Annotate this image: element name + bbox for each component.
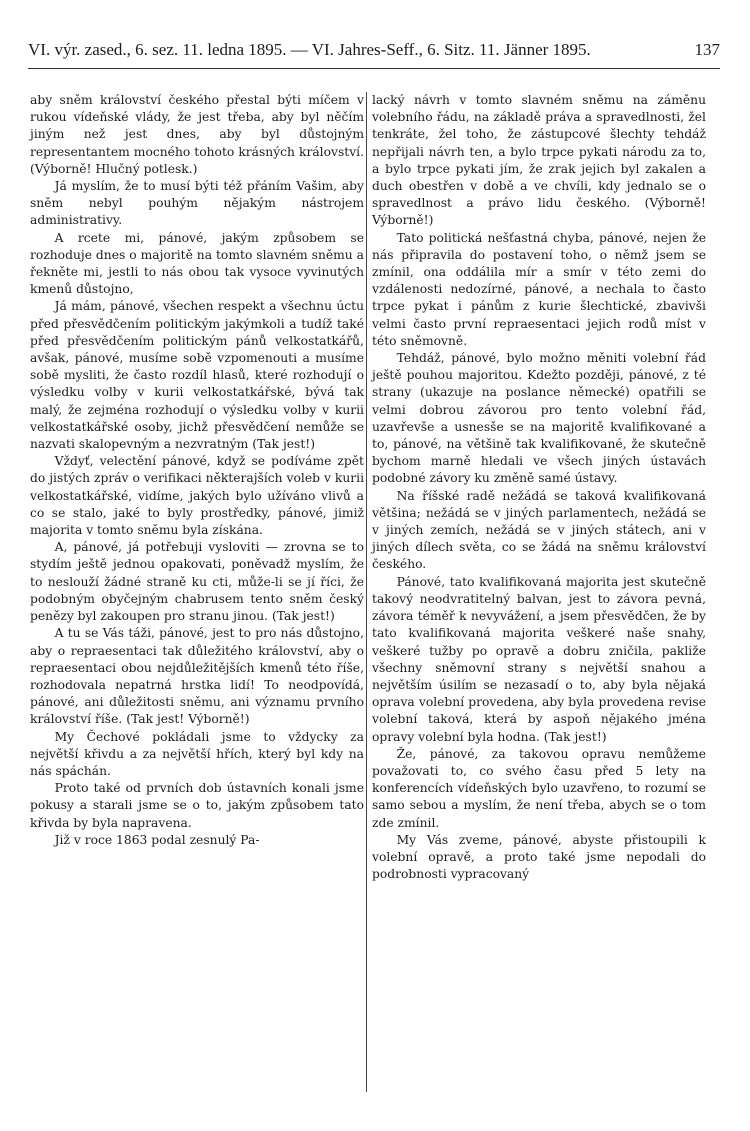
column-divider <box>366 92 367 1092</box>
paragraph: A tu se Vás táži, pánové, jest to pro nás důstojno, aby o repraesentaci tak důležitého království, aby o repraesentaci obou nejdůležitějších kmenů této říše, rozhodovala nepatrná hrstka lidí! To neodpovídá, pánové, ani důležitosti sněmu, ani významu prvního království říše. (Tak jest! Výborně!) <box>30 626 364 727</box>
page-number: 137 <box>694 40 720 59</box>
paragraph: Na říšské radě nežádá se taková kvalifikovaná většina; nežádá se v jiných parlamentech, nežádá se v jiných zemích, nežádá se v jiných státech, ani v jiných dílech světa, co se žádá na sněmu království českého. <box>372 488 706 572</box>
header-rule <box>28 68 720 69</box>
paragraph: A, pánové, já potřebuji vysloviti — zrovna se to stydím ještě jednou opakovati, poněvadž myslím, že to neslouží žádné straně ku cti, může-li se jí říci, že podobným obyčejným chabrusem tento sněm český penězy byl zakoupen pro stranu jinou. (Tak jest!) <box>30 540 364 624</box>
paragraph: Proto také od prvních dob ústavních konali jsme pokusy a starali jsme se o to, jakým způsobem tato křivda by byla napravena. <box>30 781 364 830</box>
paragraph: Již v roce 1863 podal zesnulý Pa- <box>54 832 260 847</box>
paragraph: My Vás zveme, pánové, abyste přistoupili k volební opravě, a proto také jsme nepodali do podrobnosti vypracovaný <box>372 832 706 882</box>
paragraph: Já mám, pánové, všechen respekt a všechnu úctu před přesvědčením politickým jakýmkoli a tudíž také před přesvědčením politickým pánů velkostatkářů, avšak, pánové, musíme sobě vzpomenouti a musíme sobě mysliti, že často rozdíl hlasů, které rozhodují o výsledku volby v kurii velkostatkářské, bývá tak malý, že zejména rozhodují o výsledku volby v kurii velkostatkářské osoby, jichž přesvědčení nemůže se nazvati skalopevným a nezvratným (Tak jest!) <box>30 299 364 452</box>
paragraph: Já myslím, že to musí býti též přáním Vašim, aby sněm nebyl pouhým nějakým nástrojem administrativy. <box>30 179 364 228</box>
paragraph: My Čechové pokládali jsme to vždycky za největší křivdu a za největší hřích, který byl kdy na nás spáchán. <box>30 729 364 778</box>
paragraph: Tato politická nešťastná chyba, pánové, nejen že nás připravila do postavení toho, o němž jsem se zmínil, ona oddálila mír a smír v této zemi do vzdálenosti nedozírné, pánové, a nechala to často trpce pykat i pánům z kurie šlechtické, zbavivši velmi často první repraesentaci jejich rodů míst v této sněmovně. <box>372 230 706 348</box>
paragraph: lacký návrh v tomto slavném sněmu na záměnu volebního řádu, na základě práva a spravedlnosti, žel tenkráte, žel toho, že zástupcové šlechty tehdáž nepřijali návrh ten, a bylo trpce pykati národu za to, a bylo trpce pykati jím, že zrak jejich byl zakalen a duch obestřen v době a ve chvíli, kdy jednalo se o spravedlnost a právo lidu českého. (Výborně! Výborně!) <box>372 93 706 228</box>
page-header <box>28 40 720 62</box>
paragraph: Vždyť, velectění pánové, když se podíváme zpět do jistých zpráv o verifikaci některajších voleb v kurii velkostatkářské, vidíme, jakých bylo užíváno vlivů a co se stalo, jaké to byly prostředky, pánové, jimiž majorita v tomto sněmu byla získána. <box>30 454 364 538</box>
right-column <box>372 92 706 883</box>
paragraph: A rcete mi, pánové, jakým způsobem se rozhoduje dnes o majoritě na tomto slavném sněmu a řekněte mi, jestli to nás obou tak vysoce vyvinutých kmenů důstojno, <box>30 230 364 297</box>
running-head: VI. výr. zased., 6. sez. 11. ledna 1895. — VI. Jahres-Seff., 6. Sitz. 11. Jänner 1895. <box>28 40 591 59</box>
paragraph: Pánové, tato kvalifikovaná majorita jest skutečně takový neodvratitelný balvan, jest to závora pevná, závora téměř k nevyvážení, a jsem přesvědčen, že by tato kvalifikovaná majorita veškeré naše snahy, veškeré tužby po opravě a dobru zničila, pakliže všechny sněmovní strany s největší snahou a největším úsilím se nezasadí o to, aby byla nějaká oprava volební provedena, aby byla provedena revise volební taková, která by aspoň nějakého jména opravy volební byla hodna. (Tak jest!) <box>372 574 706 744</box>
paragraph: aby sněm království českého přestal býti míčem v rukou vídeňské vlády, že jest třeba, aby byl něčím jiným než jest dnes, aby byl důstojným representantem mocného tohoto krásných království. (Výborně! Hlučný potlesk.) <box>30 93 364 176</box>
paragraph: Tehdáž, pánové, bylo možno měniti volební řád ještě pouhou majoritou. Kdežto později, pánové, z té strany (ukazuje na poslance německé) opatřili se velmi dobrou závorou pro tento volební řád, uzavřevše a usnesše se na majoritě kvalifikované a to, pánové, na většině tak kvalifikované, že skutečně bychom marně hledali ve všech jiných ústavách podobné závory ku změně samé ústavy. <box>372 351 706 486</box>
paragraph: Že, pánové, za takovou opravu nemůžeme považovati to, co svého času před 5 lety na konferencích vídeňských bylo uzavřeno, to rozumí se samo sebou a myslím, že není třeba, abych se o tom zde zmínil. <box>372 746 706 830</box>
left-column <box>30 92 364 849</box>
